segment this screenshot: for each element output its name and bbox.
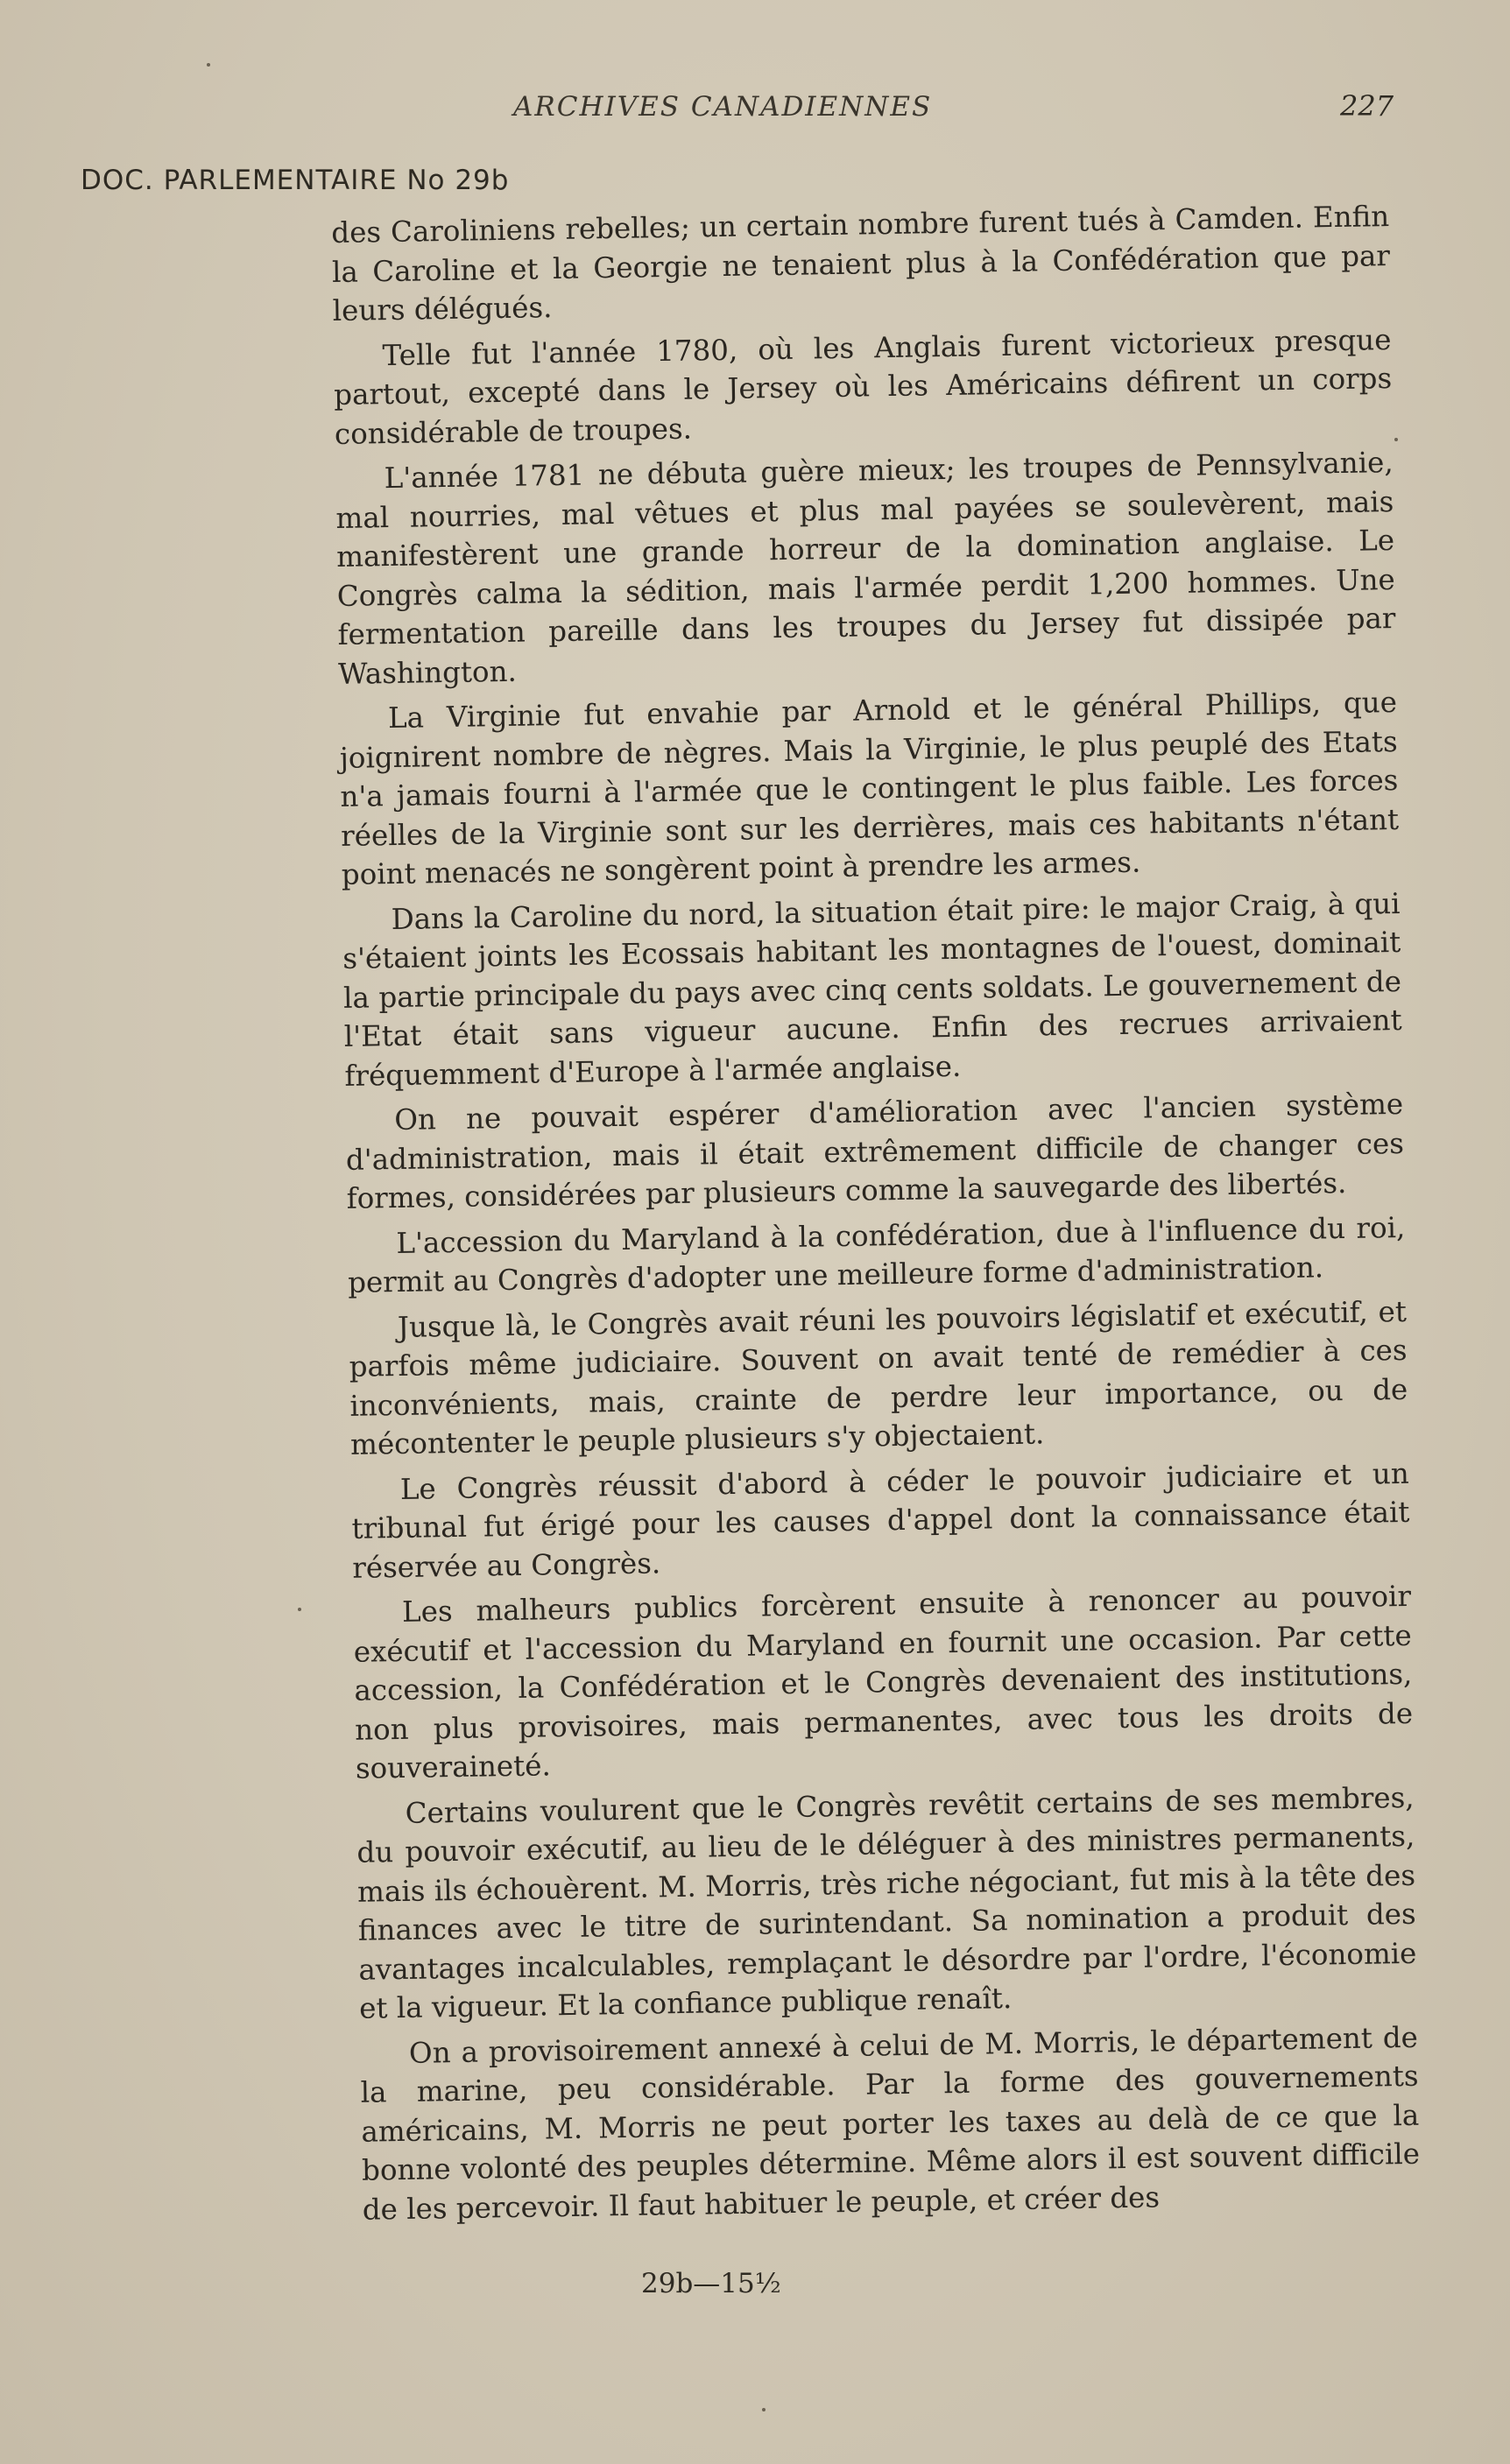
paragraph: On ne pouvait espérer d'amélioration avec l'ancien système d'administration, mais il était extrêmement difficile de changer ces formes, considérées par plusieurs comme la sauvegarde des libertés. (345, 1087, 1405, 1215)
paragraph: La Virginie fut envahie par Arnold et le général Phillips, que joignirent nombre de nègres. Mais la Virginie, le plus peuplé des Etats n'a jamais fourni à l'armée que le contingent le plus faible. Les forces réelles de la Virginie sont sur les derrières, mais ces habitants n'étant point menacés ne songèrent point à prendre les armes. (339, 685, 1400, 891)
paragraph: Jusque là, le Congrès avait réuni les pouvoirs législatif et exécutif, et parfois même judiciaire. Souvent on avait tenté de remédier à ces inconvénients, mais, crainte de perdre leur importance, ou de mécontenter le peuple plusieurs s'y objectaient. (349, 1294, 1408, 1461)
running-head (0, 91, 1510, 130)
paper-speck (762, 2408, 766, 2411)
running-title: ARCHIVES CANADIENNES (513, 91, 933, 123)
paragraph: Le Congrès réussit d'abord à céder le pouvoir judiciaire et un tribunal fut érigé pour les causes d'appel dont la connaissance était réservée au Congrès. (351, 1456, 1410, 1585)
paper-speck (1394, 438, 1398, 441)
paragraph: On a provisoirement annexé à celui de M. Morris, le département de la marine, peu considérable. Par la forme des gouvernements américains, M. Morris ne peut porter les taxes au delà de ce que la bonne volonté des peuples détermine. Même alors il est souvent difficile de les percevoir. Il faut habituer le peuple, et créer des (360, 2020, 1421, 2227)
body-text (331, 197, 1421, 2235)
paragraph: Dans la Caroline du nord, la situation était pire: le major Craig, à qui s'étaient joints les Ecossais habitant les montagnes de l'ouest, dominait la partie principale du pays avec cinq cents soldats. Le gouvernement de l'Etat était sans vigueur aucune. Enfin des recrues arrivaient fréquemment d'Europe à l'armée anglaise. (342, 886, 1402, 1093)
page-number: 227 (1340, 89, 1394, 123)
paper-speck (207, 63, 210, 67)
paragraph: Certains voulurent que le Congrès revêtit certains de ses membres, du pouvoir exécutif, au lieu de le déléguer à des ministres permanents, mais ils échouèrent. M. Morris, très riche négociant, fut mis à la tête des finances avec le titre de surintendant. Sa nomination a produit des avantages incalculables, remplaçant le désordre par l'ordre, l'économie et la vigueur. Et la confiance publique renaît. (356, 1780, 1417, 2025)
paragraph: Les malheurs publics forcèrent ensuite à renoncer au pouvoir exécutif et l'accession du Maryland en fournit une occasion. Par cette accession, la Confédération et le Congrès devenaient des institutions, non plus provisoires, mais permanentes, avec tous les droits de souveraineté. (353, 1579, 1414, 1785)
paragraph: Telle fut l'année 1780, où les Anglais furent victorieux presque partout, excepté dans le Jersey où les Américains défirent un corps considérable de troupes. (333, 322, 1393, 451)
paper-speck (298, 1608, 301, 1611)
paragraph: L'accession du Maryland à la confédération, due à l'influence du roi, permit au Congrès d'adopter une meilleure forme d'administration. (347, 1210, 1406, 1299)
paragraph: des Caroliniens rebelles; un certain nombre furent tués à Camden. Enfin la Caroline et la Georgie ne tenaient plus à la Confédération que par leurs délégués. (331, 200, 1391, 327)
folio-signature: 29b—15½ (641, 2268, 781, 2299)
document-label: DOC. PARLEMENTAIRE No 29b (81, 165, 510, 196)
paragraph: L'année 1781 ne débuta guère mieux; les troupes de Pennsylvanie, mal nourries, mal vêtues et plus mal payées se soulevèrent, mais manifestèrent une grande horreur de la domination anglaise. Le Congrès calma la sédition, mais l'armée perdit 1,200 hommes. Une fermentation pareille dans les troupes du Jersey fut dissipée par Washington. (335, 445, 1396, 691)
